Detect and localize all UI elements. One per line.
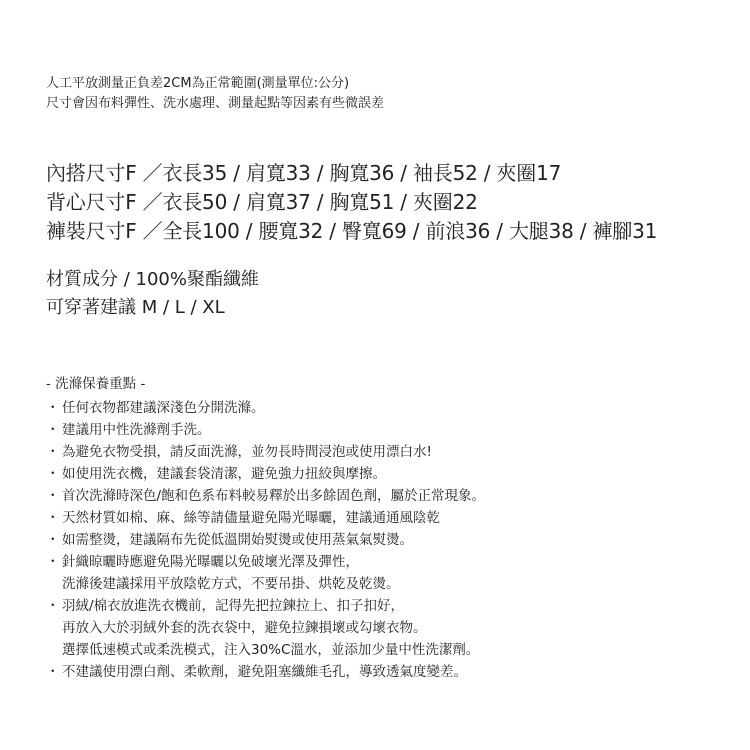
bullet-icon: ・ (46, 510, 60, 526)
care-title: - 洗滌保養重點 - (46, 376, 146, 392)
bullet-icon: ・ (46, 466, 60, 482)
measurement-note-variance: 尺寸會因布料彈性、洗水處理、測量起點等因素有些微誤差 (46, 96, 385, 111)
care-instructions (46, 373, 485, 683)
care-item-text: 如需整燙，建議隔布先從低溫開始熨燙或使用蒸氣氣熨燙。 (62, 532, 413, 548)
measurement-note-tolerance: 人工平放測量正負差2CM為正常範圍(測量單位:公分) (46, 76, 350, 91)
measurement-notes (46, 74, 384, 114)
care-item-text: 針織晾曬時應避免陽光曝曬以免破壞光澤及彈性， (62, 554, 359, 570)
care-item (46, 661, 485, 683)
care-item (46, 441, 485, 463)
care-item-text: 首次洗滌時深色/飽和色系布料較易釋於出多餘固色劑，屬於正常現象。 (62, 488, 486, 504)
care-item-continuation: 洗滌後建議採用平放陰乾方式，不要吊掛、烘乾及乾燙。 (62, 576, 400, 592)
care-item-text: 建議用中性洗滌劑手洗。 (62, 422, 211, 438)
bullet-icon: ・ (46, 444, 60, 460)
bullet-icon: ・ (46, 664, 60, 680)
bullet-icon: ・ (46, 554, 60, 570)
care-item-continuation: 選擇低速模式或柔洗模式，注入30%C溫水，並添加少量中性洗潔劑。 (62, 642, 480, 658)
size-inner-top: 內搭尺寸F ／衣長35 / 肩寬33 / 胸寬36 / 袖長52 / 夾圈17 (46, 161, 562, 185)
size-vest: 背心尺寸F ／衣長50 / 肩寬37 / 胸寬51 / 夾圈22 (46, 190, 478, 214)
care-item-text: 任何衣物都建議深淺色分開洗滌。 (62, 400, 265, 416)
care-item-text: 為避免衣物受損，請反面洗滌，並勿長時間浸泡或使用漂白水! (62, 444, 432, 460)
bullet-icon: ・ (46, 422, 60, 438)
size-chart (46, 159, 657, 246)
bullet-icon: ・ (46, 488, 60, 504)
care-item-text: 天然材質如棉、麻、絲等請儘量避免陽光曝曬，建議通通風陰乾 (62, 510, 440, 526)
bullet-icon: ・ (46, 400, 60, 416)
care-item-text: 不建議使用漂白劑、柔軟劑，避免阻塞纖維毛孔，導致透氣度變差。 (62, 664, 467, 680)
care-item (46, 485, 485, 507)
care-item (46, 551, 485, 573)
care-item-text: 如使用洗衣機，建議套袋清潔，避免強力扭絞與摩擦。 (62, 466, 386, 482)
care-item (46, 463, 485, 485)
care-item-continuation: 再放入大於羽絨外套的洗衣袋中，避免拉鍊損壞或勾壞衣物。 (62, 620, 427, 636)
care-item (46, 595, 485, 617)
size-pants: 褲裝尺寸F ／全長100 / 腰寬32 / 臀寬69 / 前浪36 / 大腿38 / 褲腳31 (46, 219, 658, 243)
material-info (46, 266, 259, 322)
care-item (46, 419, 485, 441)
care-item-text: 羽絨/棉衣放進洗衣機前，記得先把拉鍊拉上、扣子扣好， (62, 598, 405, 614)
care-item (46, 529, 485, 551)
bullet-icon: ・ (46, 532, 60, 548)
bullet-icon: ・ (46, 598, 60, 614)
care-item (46, 507, 485, 529)
recommended-sizes: 可穿著建議 M / L / XL (46, 297, 225, 318)
care-item (46, 397, 485, 419)
material-composition: 材質成分 / 100%聚酯纖維 (46, 269, 259, 290)
